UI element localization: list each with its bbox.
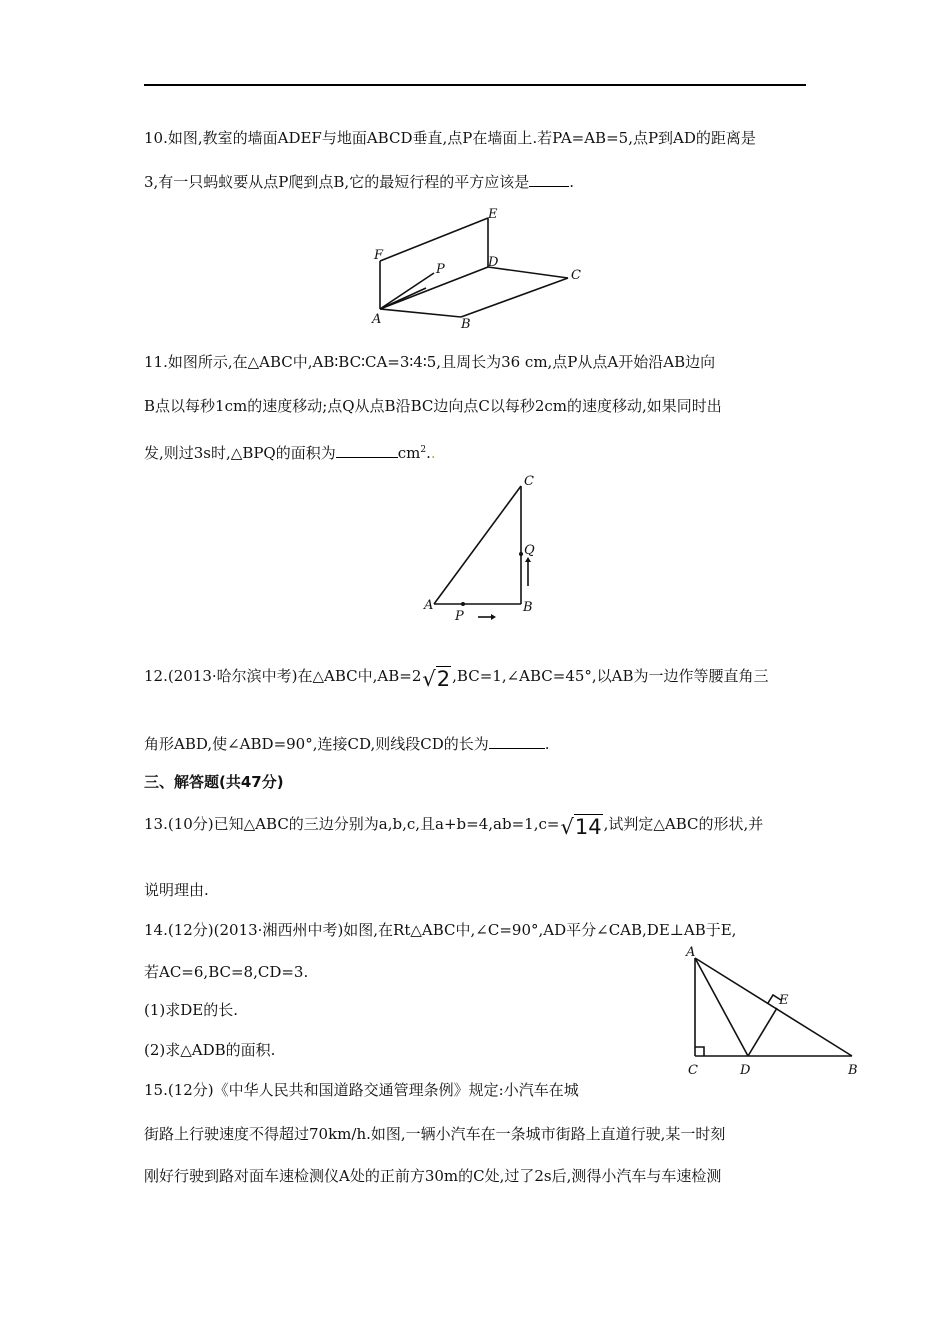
q10-text: 3,有一只蚂蚁要从点P爬到点B,它的最短行程的平方应该是 [144,173,530,191]
q15-line3: 刚好行驶到路对面车速检测仪A处的正前方30m的C处,过了2s后,测得小汽车与车速检测 [144,1167,722,1185]
q11-label-Q: Q [524,543,535,558]
q12-sqrt: √2 [422,667,451,691]
q14-label-B: B [848,1063,858,1078]
q10-line1: 10.如图,教室的墙面ADEF与地面ABCD垂直,点P在墙面上.若PA=AB=5,点P到AD的距离是 [144,129,756,147]
q14-label-D: D [740,1063,751,1078]
q11-line1: 11.如图所示,在△ABC中,AB∶BC∶CA=3∶4∶5,且周长为36 cm,点P从点A开始沿AB边向 [144,353,716,371]
q11-end: . [426,444,431,462]
q12-sqrt-radicand: 2 [436,667,451,691]
q10-label-B: B [461,317,471,332]
q10-label-P: P [436,262,445,277]
q15-line1: 15.(12分)《中华人民共和国道路交通管理条例》规定:小汽车在城 [144,1081,579,1099]
q10-label-F: F [374,248,384,263]
q13-line2: 说明理由. [144,881,209,899]
q11-unit: cm [397,444,421,462]
q11-answer-blank[interactable] [336,457,398,458]
q14-figure [680,940,865,1080]
q10-label-E: E [488,207,498,222]
q11-line2: B点以每秒1cm的速度移动;点Q从点B沿BC边向点C以每秒2cm的速度移动,如果同时出 [144,397,722,415]
q12-answer-blank[interactable] [489,748,545,749]
q14-part2: (2)求△ADB的面积. [144,1041,276,1059]
q14-line1: 14.(12分)(2013·湘西州中考)如图,在Rt△ABC中,∠C=90°,AD平分∠CAB,DE⊥AB于E, [144,921,737,939]
q10-label-C: C [571,268,581,283]
q12-line1 [144,666,769,689]
q10-figure [360,205,590,335]
q13-line1 [144,814,763,837]
q14-label-A: A [686,945,696,960]
section-3-title: 三、解答题(共47分) [144,773,284,791]
q11-label-P: P [455,609,464,624]
q14-line2: 若AC=6,BC=8,CD=3. [144,963,309,981]
q11-label-C: C [524,474,534,489]
q13-text-a: 13.(10分)已知△ABC的三边分别为a,b,c,且a+b=4,ab=1,c= [144,815,560,833]
q11-unit-sup: 2 [420,445,427,455]
q11-label-B: B [523,600,533,615]
q12-text: 角形ABD,使∠ABD=90°,连接CD,则线段CD的长为 [144,735,489,753]
q14-part1: (1)求DE的长. [144,1001,238,1019]
q14-label-E: E [779,993,789,1008]
q11-label-A: A [424,598,434,613]
q12-text-b: ,BC=1,∠ABC=45°,以AB为一边作等腰直角三 [452,667,769,685]
q11-text: 发,则过3s时,△BPQ的面积为 [144,444,336,462]
q10-label-A: A [372,312,382,327]
q13-sqrt-radicand: 14 [574,815,602,839]
q13-text-b: ,试判定△ABC的形状,并 [603,815,764,833]
q11-line3 [144,440,436,463]
q10-line2 [144,172,574,192]
q13-sqrt: √14 [560,815,602,839]
q12-line2 [144,734,550,754]
q10-label-D: D [488,255,499,270]
q11-dot: . [430,444,436,462]
q14-label-C: C [688,1063,698,1078]
q15-line2: 街路上行驶速度不得超过70km/h.如图,一辆小汽车在一条城市街路上直道行驶,某一时刻 [144,1125,726,1143]
q10-end: . [569,173,574,191]
q12-text-a: 12.(2013·哈尔滨中考)在△ABC中,AB=2 [144,667,422,685]
q12-end: . [544,735,550,753]
q11-figure [420,470,545,630]
header-rule [144,84,806,86]
q10-answer-blank[interactable] [529,186,569,187]
